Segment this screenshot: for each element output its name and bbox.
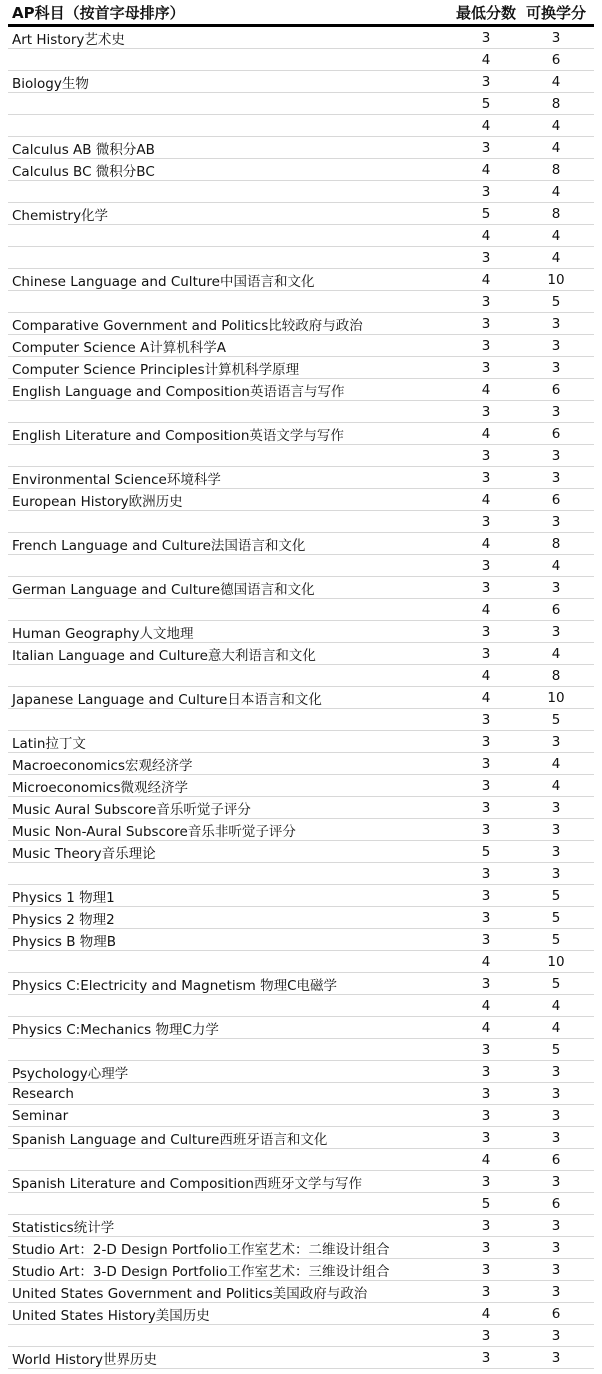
subject-cell: English Language and Composition英语语言与写作 [12, 383, 345, 400]
subject-cell: United States History美国历史 [12, 1307, 210, 1324]
subject-cell: Comparative Government and Politics比较政府与政治 [12, 317, 363, 334]
min-score-cell: 3 [481, 1239, 491, 1256]
min-score-cell: 4 [481, 689, 491, 706]
credits-cell: 4 [551, 557, 561, 574]
subject-cell: Macroeconomics宏观经济学 [12, 757, 193, 774]
subject-cell: World History世界历史 [12, 1351, 158, 1368]
min-score-cell: 3 [481, 975, 491, 992]
credits-cell: 4 [551, 227, 561, 244]
min-score-cell: 3 [481, 579, 491, 596]
subject-cell: Art History艺术史 [12, 31, 125, 48]
credits-cell: 3 [551, 1173, 561, 1190]
subject-cell: Physics C:Mechanics 物理C力学 [12, 1021, 219, 1038]
subject-cell: Calculus BC 微积分BC [12, 163, 155, 180]
credits-cell: 3 [551, 513, 561, 530]
subject-cell: Computer Science A计算机科学A [12, 339, 226, 356]
min-score-cell: 4 [481, 491, 491, 508]
min-score-cell: 4 [481, 161, 491, 178]
table-row [8, 379, 594, 401]
table-row [8, 269, 594, 291]
subject-cell: English Literature and Composition英语文学与写作 [12, 427, 344, 444]
subject-cell: European History欧洲历史 [12, 493, 183, 510]
subject-cell: Psychology心理学 [12, 1065, 129, 1082]
min-score-cell: 4 [481, 997, 491, 1014]
subject-cell: Computer Science Principles计算机科学原理 [12, 361, 300, 378]
credits-cell: 4 [551, 755, 561, 772]
subject-cell: Seminar [12, 1107, 69, 1124]
credits-cell: 5 [551, 293, 561, 310]
table-row [8, 335, 594, 357]
table-row [8, 907, 594, 929]
credits-cell: 6 [551, 425, 561, 442]
credits-cell: 3 [551, 1239, 561, 1256]
subject-cell: Japanese Language and Culture日本语言和文化 [12, 691, 322, 708]
credits-cell: 8 [551, 535, 561, 552]
subject-cell: French Language and Culture法国语言和文化 [12, 537, 306, 554]
table-row [8, 1193, 594, 1215]
min-score-cell: 3 [481, 1063, 491, 1080]
min-score-cell: 3 [481, 887, 491, 904]
table-row [8, 687, 594, 709]
credits-cell: 3 [551, 1349, 561, 1366]
table-row [8, 1039, 594, 1061]
table-row [8, 467, 594, 489]
table-row [8, 1215, 594, 1237]
credits-cell: 3 [551, 29, 561, 46]
table-row [8, 775, 594, 797]
subject-cell: Physics 1 物理1 [12, 889, 115, 906]
table-row [8, 599, 594, 621]
table-row [8, 1017, 594, 1039]
min-score-cell: 5 [481, 843, 491, 860]
credits-cell: 5 [551, 931, 561, 948]
credits-cell: 3 [551, 1217, 561, 1234]
subject-cell: Biology生物 [12, 75, 89, 92]
credits-cell: 3 [551, 337, 561, 354]
table-row [8, 1347, 594, 1369]
table-row [8, 71, 594, 93]
credits-cell: 3 [551, 579, 561, 596]
credits-cell: 8 [551, 667, 561, 684]
min-score-cell: 4 [481, 953, 491, 970]
min-score-cell: 4 [481, 425, 491, 442]
header-subject: AP科目（按首字母排序） [12, 3, 185, 22]
credits-cell: 4 [551, 139, 561, 156]
min-score-cell: 4 [481, 1305, 491, 1322]
credits-cell: 4 [551, 183, 561, 200]
min-score-cell: 3 [481, 755, 491, 772]
credits-cell: 3 [551, 843, 561, 860]
min-score-cell: 5 [481, 95, 491, 112]
subject-cell: Studio Art：2-D Design Portfolio工作室艺术：二维设计组合 [12, 1241, 390, 1258]
min-score-cell: 3 [481, 183, 491, 200]
credits-cell: 3 [551, 315, 561, 332]
table-header [8, 0, 594, 27]
min-score-cell: 3 [481, 777, 491, 794]
min-score-cell: 3 [481, 909, 491, 926]
credits-cell: 3 [551, 733, 561, 750]
min-score-cell: 3 [481, 337, 491, 354]
table-row [8, 555, 594, 577]
min-score-cell: 3 [481, 513, 491, 530]
min-score-cell: 5 [481, 205, 491, 222]
table-row [8, 401, 594, 423]
subject-cell: Physics B 物理B [12, 933, 117, 950]
table-row [8, 885, 594, 907]
table-row [8, 841, 594, 863]
subject-cell: Italian Language and Culture意大利语言和文化 [12, 647, 316, 664]
table-row [8, 973, 594, 995]
table-row [8, 27, 594, 49]
min-score-cell: 4 [481, 1151, 491, 1168]
credits-cell: 6 [551, 1305, 561, 1322]
table-row [8, 511, 594, 533]
credits-cell: 3 [551, 1283, 561, 1300]
min-score-cell: 3 [481, 711, 491, 728]
subject-cell: Statistics统计学 [12, 1219, 115, 1236]
header-credits: 可换学分 [525, 3, 586, 22]
credits-cell: 3 [551, 359, 561, 376]
min-score-cell: 4 [481, 271, 491, 288]
subject-cell: Studio Art：3-D Design Portfolio工作室艺术：三维设计组合 [12, 1263, 390, 1280]
table-row [8, 643, 594, 665]
table-row [8, 49, 594, 71]
subject-cell: Music Non-Aural Subscore音乐非听觉子评分 [12, 823, 296, 840]
credits-cell: 4 [551, 73, 561, 90]
credits-cell: 4 [551, 249, 561, 266]
credits-cell: 3 [551, 469, 561, 486]
table-row [8, 181, 594, 203]
min-score-cell: 3 [481, 447, 491, 464]
credits-cell: 4 [551, 997, 561, 1014]
table-row [8, 533, 594, 555]
table-row [8, 137, 594, 159]
min-score-cell: 3 [481, 1107, 491, 1124]
min-score-cell: 3 [481, 315, 491, 332]
subject-cell: United States Government and Politics美国政府与政治 [12, 1285, 368, 1302]
table-row [8, 1303, 594, 1325]
credits-cell: 3 [551, 1107, 561, 1124]
min-score-cell: 3 [481, 733, 491, 750]
min-score-cell: 3 [481, 557, 491, 574]
subject-cell: Research [12, 1085, 74, 1102]
min-score-cell: 3 [481, 1041, 491, 1058]
subject-cell: Music Aural Subscore音乐听觉子评分 [12, 801, 251, 818]
table-row [8, 291, 594, 313]
credits-cell: 3 [551, 623, 561, 640]
credits-cell: 8 [551, 205, 561, 222]
min-score-cell: 4 [481, 51, 491, 68]
min-score-cell: 3 [481, 1349, 491, 1366]
table-row [8, 1149, 594, 1171]
table-row [8, 797, 594, 819]
table-row [8, 1237, 594, 1259]
table-row [8, 709, 594, 731]
subject-cell: Human Geography人文地理 [12, 625, 194, 642]
table-row [8, 115, 594, 137]
min-score-cell: 3 [481, 1283, 491, 1300]
credits-cell: 4 [551, 777, 561, 794]
table-row [8, 1127, 594, 1149]
subject-cell: Physics C:Electricity and Magnetism 物理C电磁学 [12, 977, 338, 994]
table-row [8, 225, 594, 247]
min-score-cell: 3 [481, 799, 491, 816]
table-row [8, 1325, 594, 1347]
ap-credit-table [8, 0, 594, 1369]
min-score-cell: 3 [481, 1217, 491, 1234]
subject-cell: German Language and Culture德国语言和文化 [12, 581, 315, 598]
table-row [8, 1259, 594, 1281]
table-row [8, 423, 594, 445]
min-score-cell: 3 [481, 469, 491, 486]
subject-cell: Spanish Language and Culture西班牙语言和文化 [12, 1131, 328, 1148]
min-score-cell: 4 [481, 601, 491, 618]
credits-cell: 5 [551, 887, 561, 904]
subject-cell: Chemistry化学 [12, 207, 109, 224]
table-row [8, 753, 594, 775]
table-row [8, 313, 594, 335]
min-score-cell: 3 [481, 1261, 491, 1278]
credits-cell: 4 [551, 1019, 561, 1036]
credits-cell: 3 [551, 1261, 561, 1278]
subject-cell: Microeconomics微观经济学 [12, 779, 188, 796]
min-score-cell: 3 [481, 73, 491, 90]
min-score-cell: 5 [481, 1195, 491, 1212]
table-body [8, 27, 594, 1369]
credits-cell: 10 [547, 689, 565, 706]
table-row [8, 665, 594, 687]
table-row [8, 951, 594, 973]
subject-cell: Music Theory音乐理论 [12, 845, 156, 862]
min-score-cell: 3 [481, 1327, 491, 1344]
credits-cell: 4 [551, 645, 561, 662]
credits-cell: 3 [551, 1085, 561, 1102]
min-score-cell: 3 [481, 249, 491, 266]
table-row [8, 357, 594, 379]
table-row [8, 1061, 594, 1083]
table-row [8, 203, 594, 225]
table-row [8, 1083, 594, 1105]
credits-cell: 8 [551, 95, 561, 112]
credits-cell: 3 [551, 1327, 561, 1344]
min-score-cell: 3 [481, 821, 491, 838]
subject-cell: Environmental Science环境科学 [12, 471, 221, 488]
min-score-cell: 3 [481, 1173, 491, 1190]
table-row [8, 731, 594, 753]
credits-cell: 5 [551, 1041, 561, 1058]
credits-cell: 3 [551, 865, 561, 882]
subject-cell: Physics 2 物理2 [12, 911, 115, 928]
min-score-cell: 3 [481, 29, 491, 46]
credits-cell: 6 [551, 51, 561, 68]
credits-cell: 5 [551, 975, 561, 992]
min-score-cell: 4 [481, 381, 491, 398]
credits-cell: 6 [551, 1151, 561, 1168]
min-score-cell: 3 [481, 865, 491, 882]
header-min-score: 最低分数 [455, 3, 516, 22]
subject-cell: Chinese Language and Culture中国语言和文化 [12, 273, 315, 290]
credits-cell: 8 [551, 161, 561, 178]
credits-cell: 3 [551, 821, 561, 838]
min-score-cell: 3 [481, 1129, 491, 1146]
table-row [8, 863, 594, 885]
credits-cell: 6 [551, 381, 561, 398]
table-row [8, 445, 594, 467]
credits-cell: 6 [551, 1195, 561, 1212]
table-row [8, 621, 594, 643]
table-row [8, 1281, 594, 1303]
min-score-cell: 4 [481, 1019, 491, 1036]
min-score-cell: 4 [481, 227, 491, 244]
credits-cell: 4 [551, 117, 561, 134]
min-score-cell: 4 [481, 667, 491, 684]
subject-cell: Calculus AB 微积分AB [12, 141, 155, 158]
credits-cell: 3 [551, 447, 561, 464]
credits-cell: 3 [551, 1063, 561, 1080]
table-row [8, 929, 594, 951]
min-score-cell: 3 [481, 1085, 491, 1102]
min-score-cell: 3 [481, 645, 491, 662]
table-row [8, 1171, 594, 1193]
table-row [8, 247, 594, 269]
min-score-cell: 4 [481, 117, 491, 134]
subject-cell: Latin拉丁文 [12, 735, 86, 752]
table-row [8, 1105, 594, 1127]
min-score-cell: 3 [481, 403, 491, 420]
credits-cell: 6 [551, 491, 561, 508]
credits-cell: 3 [551, 1129, 561, 1146]
min-score-cell: 3 [481, 139, 491, 156]
credits-cell: 6 [551, 601, 561, 618]
min-score-cell: 3 [481, 293, 491, 310]
table-row [8, 995, 594, 1017]
table-row [8, 819, 594, 841]
credits-cell: 10 [547, 953, 565, 970]
credits-cell: 5 [551, 711, 561, 728]
subject-cell: Spanish Literature and Composition西班牙文学与写作 [12, 1175, 362, 1192]
credits-cell: 5 [551, 909, 561, 926]
min-score-cell: 3 [481, 931, 491, 948]
credits-cell: 10 [547, 271, 565, 288]
credits-cell: 3 [551, 799, 561, 816]
min-score-cell: 3 [481, 623, 491, 640]
table-row [8, 93, 594, 115]
table-row [8, 577, 594, 599]
table-row [8, 159, 594, 181]
min-score-cell: 3 [481, 359, 491, 376]
min-score-cell: 4 [481, 535, 491, 552]
credits-cell: 3 [551, 403, 561, 420]
table-row [8, 489, 594, 511]
